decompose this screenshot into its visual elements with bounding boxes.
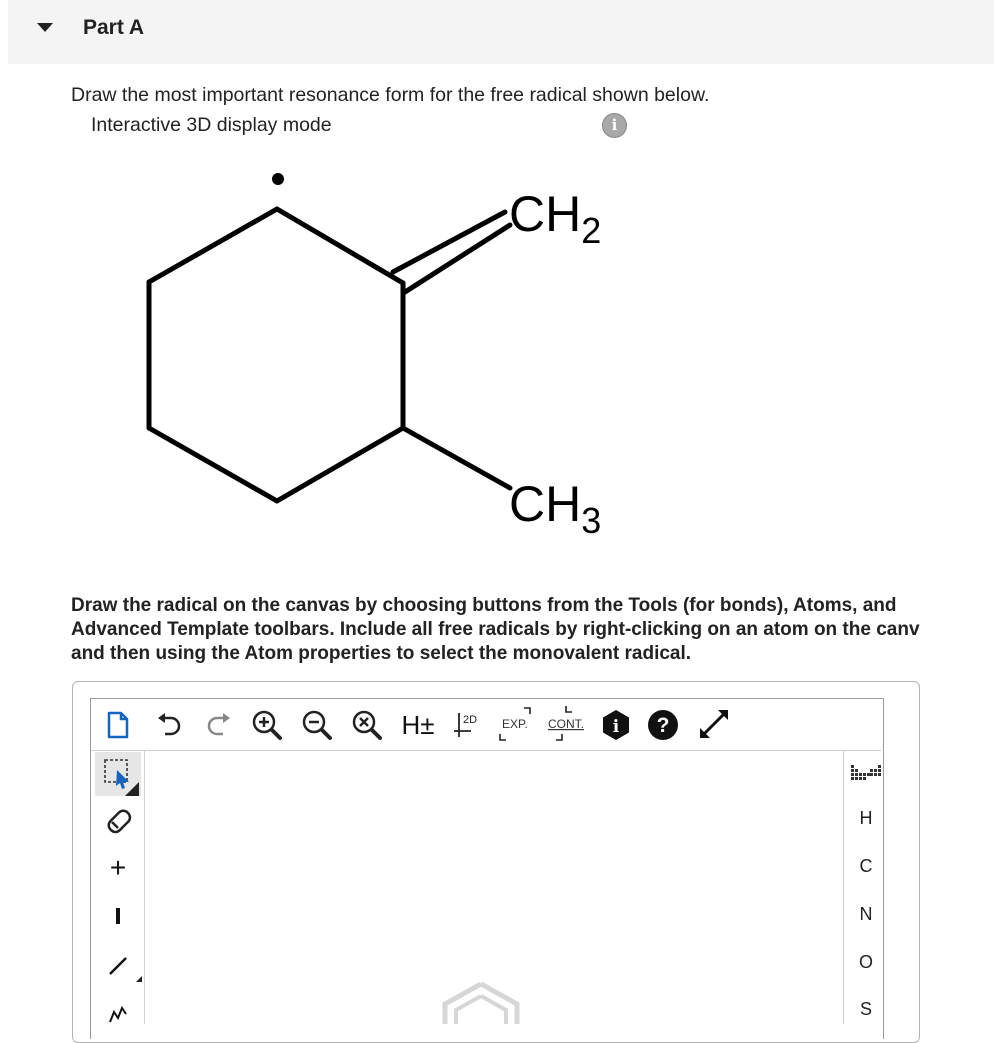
ring-bond [149, 428, 277, 501]
help-button[interactable] [646, 708, 680, 742]
methyl-bond [403, 428, 510, 488]
new-document-icon [106, 711, 130, 739]
molecule-structure [0, 150, 700, 550]
ring-bond [277, 428, 403, 501]
hydrogen-toggle-button[interactable]: H± [401, 709, 435, 740]
instructions [71, 594, 994, 674]
expand-group-button[interactable] [496, 704, 536, 744]
zoom-reset-icon [351, 709, 383, 741]
atom-button-o[interactable]: O [858, 952, 873, 972]
decrease-charge-button[interactable] [100, 900, 136, 932]
minus-icon [108, 906, 128, 926]
ch2-label: $CH_2$ [509, 186, 602, 251]
help-icon [647, 709, 679, 741]
zoom-out-button[interactable] [300, 708, 334, 742]
instructions-line: and then using the Atom properties to select the monovalent radical. [71, 643, 692, 664]
undo-icon [155, 712, 183, 738]
zoom-reset-button[interactable] [350, 708, 384, 742]
info-hexagon-icon [601, 709, 631, 741]
chain-icon [100, 996, 136, 1024]
eraser-icon [101, 805, 135, 839]
chain-tool-button[interactable] [100, 996, 136, 1024]
fullscreen-icon [696, 706, 732, 742]
svg-text:2D: 2D [463, 714, 478, 726]
contract-group-button[interactable] [544, 704, 588, 744]
increase-charge-button[interactable]: + [109, 852, 127, 883]
part-title: Part A [83, 16, 145, 39]
new-document-button[interactable] [104, 710, 132, 740]
redo-button[interactable] [204, 710, 234, 740]
about-button[interactable] [600, 709, 632, 741]
fullscreen-button[interactable] [696, 706, 732, 742]
info-icon[interactable]: i [602, 113, 627, 138]
select-tool-button[interactable] [95, 752, 141, 796]
single-bond-icon [100, 946, 144, 986]
clean-2d-icon [451, 709, 483, 741]
atom-button-c[interactable]: C [859, 856, 873, 876]
contract-group-icon [544, 704, 588, 744]
collapse-caret-icon[interactable] [37, 23, 53, 32]
ring-bond [277, 209, 403, 283]
eraser-button[interactable] [100, 804, 136, 840]
right-toolbar-divider [843, 750, 844, 1024]
editor-logo-watermark [440, 982, 522, 1024]
clean-2d-button[interactable] [450, 708, 484, 742]
ring-bond [149, 209, 277, 282]
zoom-in-button[interactable] [250, 708, 284, 742]
atom-button-s[interactable]: S [859, 999, 872, 1019]
svg-text:?: ? [656, 714, 670, 737]
svg-text:CONT.: CONT. [548, 717, 584, 731]
svg-text:i: i [612, 717, 620, 737]
atom-button-h[interactable]: H [859, 808, 873, 828]
undo-button[interactable] [154, 710, 184, 740]
display-mode-link[interactable]: Interactive 3D display mode [91, 114, 332, 136]
periodic-table-icon [848, 763, 884, 783]
zoom-out-icon [301, 709, 333, 741]
radical-dot [272, 173, 284, 185]
single-bond-button[interactable] [100, 946, 144, 986]
instructions-line: Advanced Template toolbars. Include all free radicals by right-clicking on an atom on the canv [71, 619, 920, 640]
rectangle-select-icon [95, 752, 141, 796]
zoom-in-icon [251, 709, 283, 741]
svg-text:EXP.: EXP. [502, 717, 528, 731]
atom-button-n[interactable]: N [859, 904, 873, 924]
redo-icon [205, 712, 233, 738]
ch3-label: $CH_3$ [509, 476, 602, 541]
left-toolbar-divider [144, 750, 145, 1024]
toolbar-divider [91, 750, 881, 751]
question-prompt: Draw the most important resonance form for the free radical shown below. [71, 84, 710, 106]
periodic-table-button[interactable] [848, 760, 884, 786]
part-header[interactable] [8, 0, 994, 64]
expand-group-icon [496, 704, 536, 744]
instructions-line: Draw the radical on the canvas by choosing buttons from the Tools (for bonds), Atoms, and [71, 595, 897, 616]
